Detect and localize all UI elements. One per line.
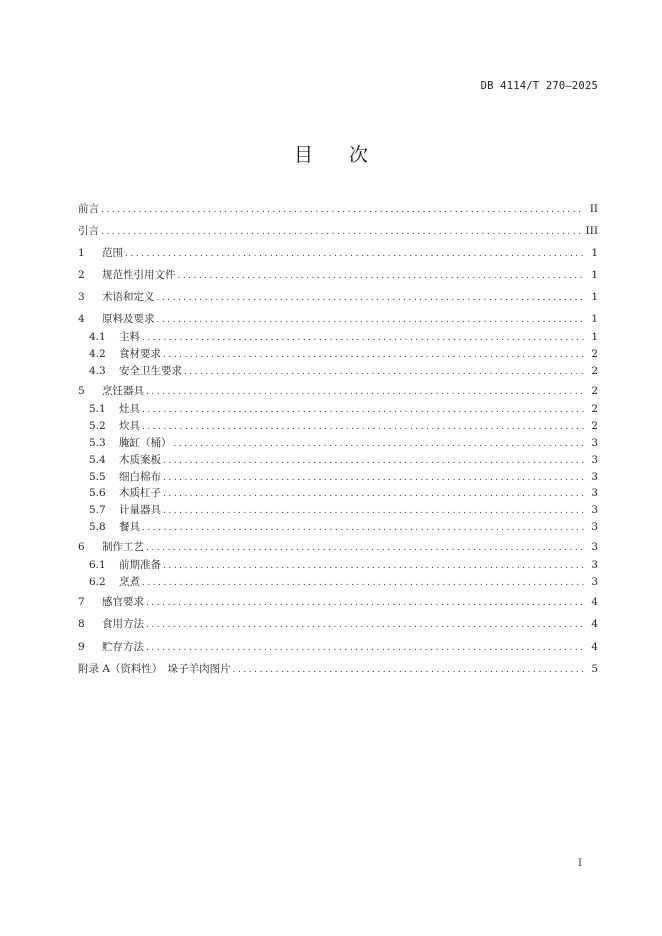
toc-entry-5-8[interactable] [89,519,598,535]
toc-entry-label: 主料 [119,331,140,343]
toc-entry-number: 3 [78,291,85,303]
toc-entry-label: 前期准备 [119,559,161,571]
toc-entry-label: 引言 [78,225,99,237]
toc-entry-page: 3 [591,437,598,449]
toc-entry-5-1[interactable] [89,401,598,417]
toc-entry-page: 3 [591,454,598,466]
toc-entry-number: 5.2 [89,420,106,432]
toc-leader-dots [163,346,584,362]
toc-leader-dots [142,418,584,434]
toc-entry-number: 5.7 [89,504,106,516]
toc-entry-appendix-a[interactable] [78,661,598,677]
toc-entry-page: 3 [591,487,598,499]
toc-entry-page: III [585,225,598,237]
toc-entry-number: 1 [78,247,85,259]
toc-entry-1[interactable] [78,245,598,261]
toc-leader-dots [163,502,584,518]
toc-leader-dots [146,594,584,610]
toc-entry-label: 炊具 [119,420,140,432]
toc-entry-label: 规范性引用文件 [102,269,176,281]
toc-entry-label: 烹煮 [119,576,140,588]
toc-entry-label: 木质杠子 [119,487,161,499]
toc-entry-label: 食材要求 [119,348,161,360]
toc-entry-number: 5.8 [89,521,106,533]
toc-leader-dots [142,519,584,535]
toc-entry-page: 4 [591,641,598,653]
toc-entry-number: 4.3 [89,365,106,377]
toc-entry-5-2[interactable] [89,418,598,434]
toc-entry-number: 5.6 [89,487,106,499]
toc-entry-label: 安全卫生要求 [119,365,182,377]
toc-entry-5-4[interactable] [89,452,598,468]
toc-entry-8[interactable] [78,616,598,632]
toc-entry-number: 9 [78,641,85,653]
toc-entry-label: 感官要求 [102,596,144,608]
toc-entry-label: 细白棉布 [119,471,161,483]
toc-entry-4[interactable] [78,311,598,327]
toc-entry-5-3[interactable] [89,435,598,451]
toc-leader-dots [163,485,584,501]
toc-entry-6-2[interactable] [89,574,598,590]
toc-entry-label: 前言 [78,203,99,215]
toc-entry-page: 3 [591,559,598,571]
toc-leader-dots [163,469,584,485]
toc-entry-number: 8 [78,618,85,630]
toc-entry-page: 4 [591,618,598,630]
toc-entry-page: 4 [591,596,598,608]
toc-entry-page: 1 [591,331,598,343]
toc-entry-number: 2 [78,269,85,281]
toc-entry-5[interactable] [78,383,598,399]
toc-entry-6-1[interactable] [89,557,598,573]
toc-entry-label: 术语和定义 [102,291,155,303]
toc-leader-dots [146,539,584,555]
toc-entry-page: 2 [591,365,598,377]
toc-leader-dots [157,311,585,327]
toc-entry-label: 腌缸（桶） [119,437,172,449]
toc-entry-label: 贮存方法 [102,641,144,653]
toc-entry-4-3[interactable] [89,363,598,379]
toc-leader-dots [101,201,584,217]
toc-entry-label: 制作工艺 [102,541,144,553]
toc-entry-introduction[interactable] [78,223,598,239]
toc-leader-dots [174,435,585,451]
toc-entry-label: 计量器具 [119,504,161,516]
toc-entry-4-1[interactable] [89,329,598,345]
toc-entry-page: 1 [591,313,598,325]
toc-entry-number: 4.1 [89,331,106,343]
toc-entry-number: 5.3 [89,437,106,449]
toc-entry-number: 5.4 [89,454,106,466]
toc-entry-number: 6.1 [89,559,106,571]
toc-leader-dots [101,223,582,239]
toc-entry-page: II [589,203,598,215]
toc-entry-page: 3 [591,521,598,533]
toc-entry-number: 4.2 [89,348,106,360]
toc-entry-page: 3 [591,541,598,553]
toc-entry-5-5[interactable] [89,469,598,485]
toc-entry-number: 4 [78,313,85,325]
toc-entry-page: 1 [591,269,598,281]
toc-entry-number: 5 [78,385,85,397]
toc-entry-label: 食用方法 [102,618,144,630]
toc-entry-6[interactable] [78,539,598,555]
toc-entry-label: 木质案板 [119,454,161,466]
toc-entry-number: 7 [78,596,85,608]
document-code: DB 4114/T 270—2025 [480,80,598,92]
toc-entry-4-2[interactable] [89,346,598,362]
toc-leader-dots [142,329,584,345]
toc-entry-5-6[interactable] [89,485,598,501]
toc-entry-page: 2 [591,385,598,397]
toc-entry-page: 1 [591,291,598,303]
toc-entry-label: 原料及要求 [102,313,155,325]
toc-entry-number: 5.5 [89,471,106,483]
toc-leader-dots [125,245,584,261]
toc-entry-page: 3 [591,504,598,516]
toc-entry-number: 6 [78,541,85,553]
toc-leader-dots [163,452,584,468]
toc-entry-page: 3 [591,471,598,483]
toc-leader-dots [146,639,584,655]
toc-entry-page: 5 [591,663,598,675]
toc-entry-page: 2 [591,403,598,415]
toc-leader-dots [233,661,584,677]
toc-entry-page: 2 [591,348,598,360]
toc-entry-2[interactable] [78,267,598,283]
toc-leader-dots [178,267,585,283]
toc-entry-label: 灶具 [119,403,140,415]
toc-leader-dots [142,574,584,590]
toc-entry-page: 2 [591,420,598,432]
toc-entry-5-7[interactable] [89,502,598,518]
toc-entry-page: 1 [591,247,598,259]
toc-entry-3[interactable] [78,289,598,305]
toc-entry-page: 3 [591,576,598,588]
toc-leader-dots [184,363,584,379]
page-number: I [578,858,582,869]
toc-leader-dots [163,557,584,573]
toc-entry-label: 餐具 [119,521,140,533]
toc-entry-7[interactable] [78,594,598,610]
toc-leader-dots [142,401,584,417]
toc-entry-number: 5.1 [89,403,106,415]
toc-entry-number: 6.2 [89,576,106,588]
toc-entry-label: 烹饪器具 [102,385,144,397]
toc-leader-dots [157,289,585,305]
toc-entry-label: 附录 A（资料性） 垛子羊肉图片 [78,663,231,675]
toc-leader-dots [146,383,584,399]
toc-entry-9[interactable] [78,639,598,655]
toc-entry-foreword[interactable] [78,201,598,217]
toc-leader-dots [146,616,584,632]
page-title: 目次 [293,144,404,166]
toc-entry-label: 范围 [102,247,123,259]
